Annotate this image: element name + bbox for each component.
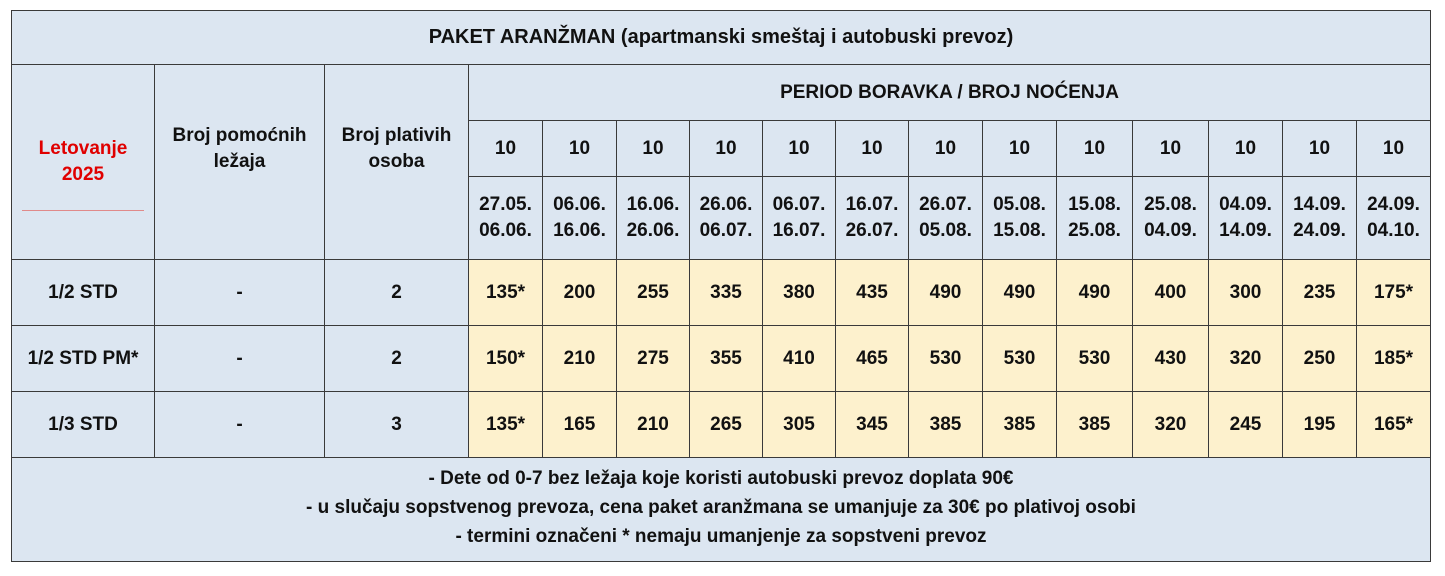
price-cell: 385 xyxy=(908,391,982,457)
period-from: 06.07. xyxy=(772,194,826,216)
price-cell: 435 xyxy=(835,259,908,325)
season-title: Letovanje xyxy=(38,138,128,160)
nights-cell: 10 xyxy=(689,121,762,177)
period-to: 26.06. xyxy=(626,220,680,241)
nights-cell: 10 xyxy=(1132,121,1208,177)
period-to: 15.08. xyxy=(993,220,1046,241)
price-cell: 335 xyxy=(689,259,762,325)
price-cell: 320 xyxy=(1132,391,1208,457)
period-from: 16.07. xyxy=(845,194,899,216)
extra-beds: - xyxy=(154,259,324,325)
period-cell xyxy=(762,177,835,259)
notes-block xyxy=(12,457,1430,562)
period-cell xyxy=(616,177,689,259)
price-cell: 150* xyxy=(468,325,542,391)
nights-cell: 10 xyxy=(1282,121,1356,177)
room-type: 1/3 STD xyxy=(12,391,154,457)
period-cell xyxy=(1356,177,1430,259)
extra-beds-header: Broj pomoćnih ležaja xyxy=(154,65,324,259)
nights-cell: 10 xyxy=(908,121,982,177)
price-cell: 430 xyxy=(1132,325,1208,391)
nights-cell: 10 xyxy=(762,121,835,177)
price-cell: 385 xyxy=(1056,391,1132,457)
price-cell: 165* xyxy=(1356,391,1430,457)
price-cell: 165 xyxy=(542,391,616,457)
period-header: PERIOD BORAVKA / BROJ NOĆENJA xyxy=(468,65,1430,121)
season-divider xyxy=(22,210,144,211)
price-table xyxy=(11,10,1431,562)
price-cell: 245 xyxy=(1208,391,1282,457)
price-cell: 380 xyxy=(762,259,835,325)
period-to: 16.07. xyxy=(772,220,826,241)
price-cell: 195 xyxy=(1282,391,1356,457)
price-cell: 135* xyxy=(468,391,542,457)
price-cell: 490 xyxy=(982,259,1056,325)
paying-persons: 2 xyxy=(324,259,468,325)
nights-cell: 10 xyxy=(835,121,908,177)
period-to: 14.09. xyxy=(1219,220,1272,241)
period-from: 15.08. xyxy=(1068,194,1121,216)
price-cell: 250 xyxy=(1282,325,1356,391)
price-cell: 490 xyxy=(908,259,982,325)
period-cell xyxy=(1282,177,1356,259)
period-cell xyxy=(1132,177,1208,259)
price-cell: 185* xyxy=(1356,325,1430,391)
price-cell: 410 xyxy=(762,325,835,391)
period-from: 27.05. xyxy=(479,194,532,216)
nights-cell: 10 xyxy=(1056,121,1132,177)
price-cell: 275 xyxy=(616,325,689,391)
period-to: 04.10. xyxy=(1367,220,1420,241)
period-to: 24.09. xyxy=(1293,220,1346,241)
extra-beds: - xyxy=(154,325,324,391)
price-cell: 355 xyxy=(689,325,762,391)
price-cell: 530 xyxy=(982,325,1056,391)
price-cell: 265 xyxy=(689,391,762,457)
period-to: 06.06. xyxy=(479,220,532,241)
room-type: 1/2 STD PM* xyxy=(12,325,154,391)
period-from: 04.09. xyxy=(1219,194,1272,216)
price-cell: 175* xyxy=(1356,259,1430,325)
period-cell xyxy=(908,177,982,259)
price-cell: 385 xyxy=(982,391,1056,457)
room-type: 1/2 STD xyxy=(12,259,154,325)
period-from: 16.06. xyxy=(626,194,680,216)
price-cell: 210 xyxy=(542,325,616,391)
period-from: 26.07. xyxy=(919,194,972,216)
note-own-transport: - u slučaju sopstvenog prevoza, cena paket aranžmana se umanjuje za 30€ po plativoj osobi xyxy=(306,497,1136,518)
period-cell xyxy=(542,177,616,259)
paying-persons: 2 xyxy=(324,325,468,391)
paying-persons-header: Broj plativih osoba xyxy=(324,65,468,259)
period-to: 26.07. xyxy=(845,220,899,241)
period-cell xyxy=(835,177,908,259)
period-cell xyxy=(1208,177,1282,259)
price-cell: 300 xyxy=(1208,259,1282,325)
period-to: 25.08. xyxy=(1068,220,1121,241)
table-title: PAKET ARANŽMAN (apartmanski smeštaj i autobuski prevoz) xyxy=(12,11,1430,65)
period-from: 06.06. xyxy=(553,194,606,216)
price-cell: 305 xyxy=(762,391,835,457)
period-from: 24.09. xyxy=(1367,194,1420,216)
season-year: 2025 xyxy=(61,164,105,185)
period-cell xyxy=(982,177,1056,259)
period-to: 05.08. xyxy=(919,220,972,241)
extra-beds: - xyxy=(154,391,324,457)
nights-cell: 10 xyxy=(1356,121,1430,177)
period-to: 06.07. xyxy=(699,220,753,241)
price-cell: 235 xyxy=(1282,259,1356,325)
period-to: 16.06. xyxy=(553,220,606,241)
price-cell: 210 xyxy=(616,391,689,457)
note-child-fee: - Dete od 0-7 bez ležaja koje koristi autobuski prevoz doplata 90€ xyxy=(428,468,1014,489)
price-cell: 465 xyxy=(835,325,908,391)
period-from: 25.08. xyxy=(1144,194,1197,216)
price-cell: 320 xyxy=(1208,325,1282,391)
note-asterisk: - termini označeni * nemaju umanjenje za sopstveni prevoz xyxy=(455,526,987,547)
price-cell: 530 xyxy=(908,325,982,391)
price-cell: 345 xyxy=(835,391,908,457)
period-cell xyxy=(1056,177,1132,259)
price-cell: 200 xyxy=(542,259,616,325)
price-cell: 530 xyxy=(1056,325,1132,391)
nights-cell: 10 xyxy=(542,121,616,177)
paying-persons: 3 xyxy=(324,391,468,457)
period-from: 26.06. xyxy=(699,194,753,216)
price-cell: 255 xyxy=(616,259,689,325)
price-cell: 400 xyxy=(1132,259,1208,325)
nights-cell: 10 xyxy=(468,121,542,177)
period-cell xyxy=(689,177,762,259)
period-from: 05.08. xyxy=(993,194,1046,216)
period-cell xyxy=(468,177,542,259)
price-cell: 135* xyxy=(468,259,542,325)
price-cell: 490 xyxy=(1056,259,1132,325)
period-to: 04.09. xyxy=(1144,220,1197,241)
nights-cell: 10 xyxy=(1208,121,1282,177)
nights-cell: 10 xyxy=(616,121,689,177)
period-from: 14.09. xyxy=(1293,194,1346,216)
nights-cell: 10 xyxy=(982,121,1056,177)
season-label xyxy=(12,65,154,259)
